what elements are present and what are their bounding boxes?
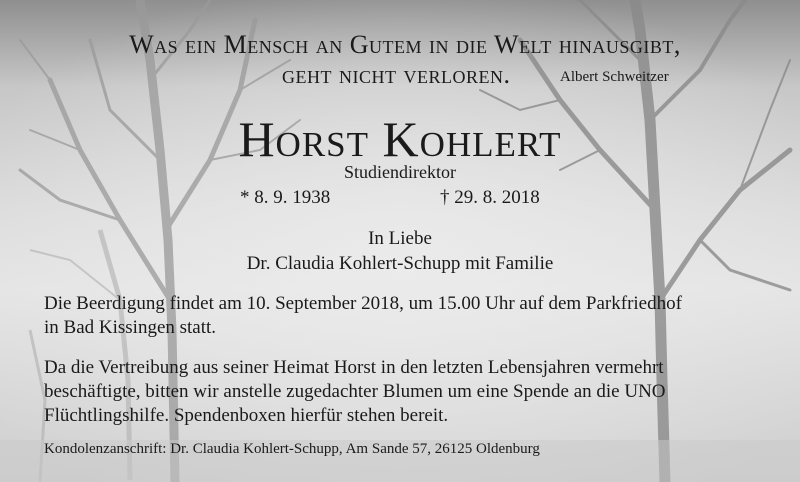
quote-author: Albert Schweitzer (560, 69, 669, 85)
death-date: † 29. 8. 2018 (440, 187, 540, 208)
deceased-name: Horst Kohlert (238, 111, 562, 167)
condolence-address: Kondolenzanschrift: Dr. Claudia Kohlert-Schupp, Am Sande 57, 26125 Oldenburg (44, 441, 540, 457)
quote-line-1: Was ein Mensch an Gutem in die Welt hinausgibt, (129, 30, 681, 59)
donation-info (44, 356, 774, 428)
birth-date: * 8. 9. 1938 (240, 187, 331, 208)
mourners-names: Dr. Claudia Kohlert-Schupp mit Familie (246, 253, 554, 274)
donation-line-1: Da die Vertreibung aus seiner Heimat Horst in den letzten Lebensjahren vermehrt (44, 357, 664, 378)
funeral-info (44, 292, 774, 340)
mourners-intro: In Liebe (368, 228, 432, 249)
donation-line-2: beschäftigte, bitten wir anstelle zugedachter Blumen um eine Spende an die UNO (44, 381, 666, 402)
quote-line-2: geht nicht verloren. (282, 60, 511, 89)
funeral-line-1: Die Beerdigung findet am 10. September 2018, um 15.00 Uhr auf dem Parkfriedhof (44, 293, 682, 314)
funeral-line-2: in Bad Kissingen statt. (44, 317, 217, 338)
donation-line-3: Flüchtlingshilfe. Spendenboxen hierfür stehen bereit. (44, 405, 449, 426)
deceased-title: Studiendirektor (344, 162, 456, 182)
